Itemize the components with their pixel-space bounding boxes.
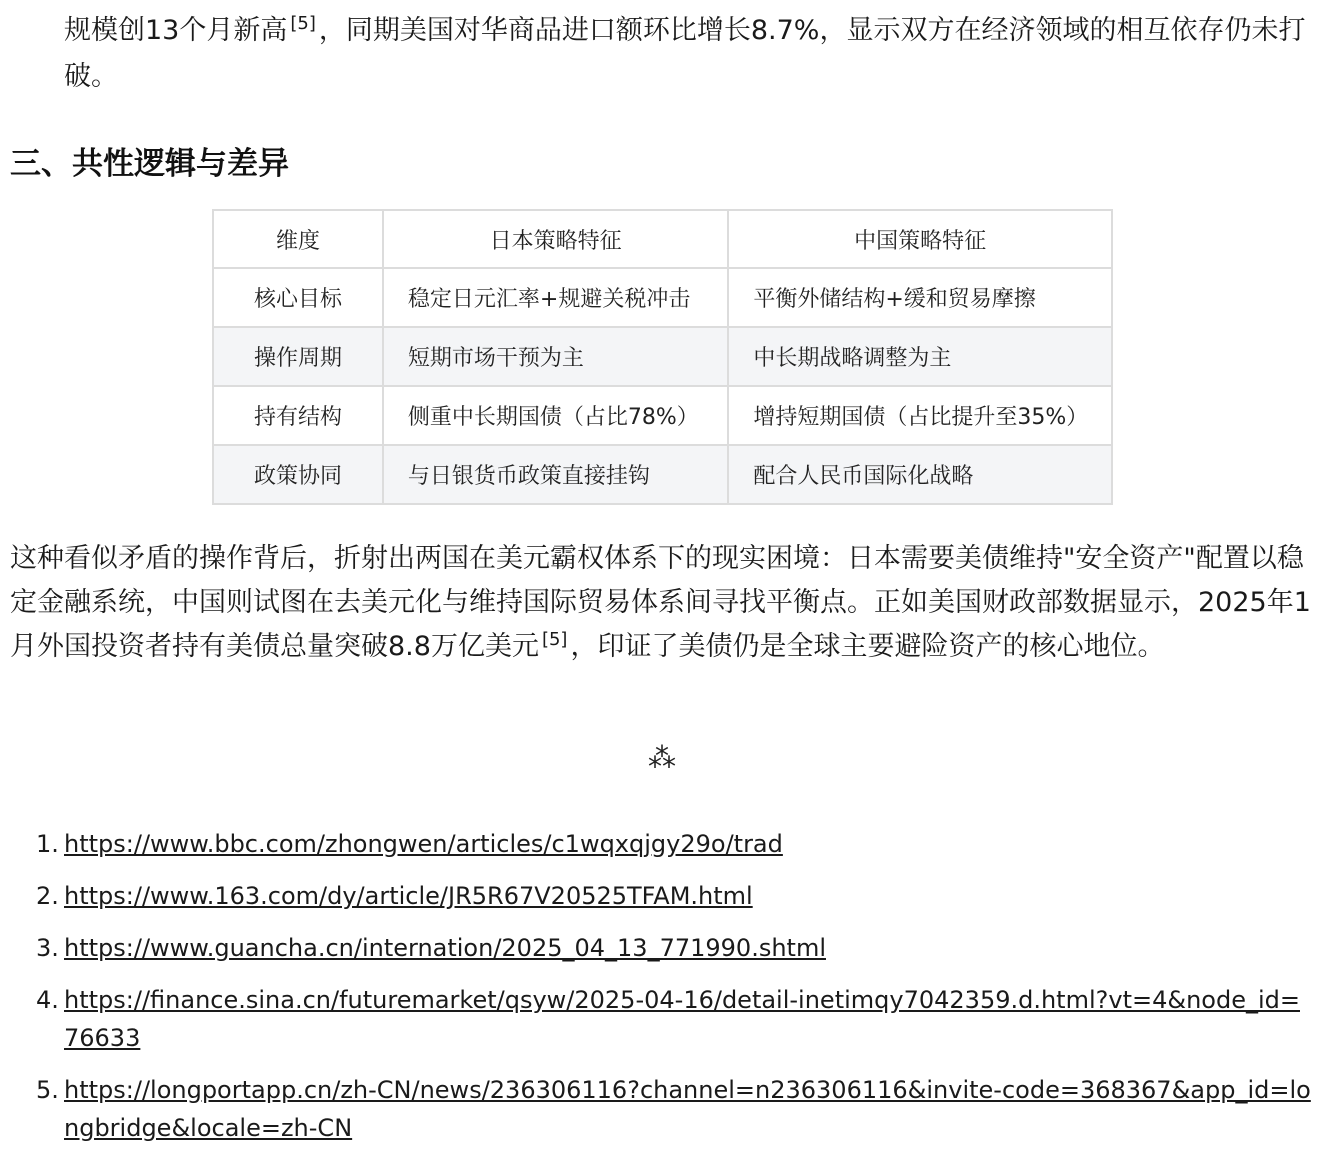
citation-ref[interactable]: [5] <box>541 629 568 650</box>
reference-item <box>36 929 1314 967</box>
row-dimension: 操作周期 <box>213 327 383 386</box>
row-japan-cell: 侧重中长期国债（占比78%） <box>383 386 728 445</box>
reference-link[interactable]: https://www.bbc.com/zhongwen/articles/c1wqxqjgy29o/trad <box>64 830 783 858</box>
row-japan-cell: 稳定日元汇率+规避关税冲击 <box>383 268 728 327</box>
asterism-divider: ⁂ <box>648 741 676 774</box>
analysis-text-after: ，印证了美债仍是全球主要避险资产的核心地位。 <box>570 631 1165 662</box>
reference-item <box>36 1071 1314 1147</box>
row-dimension: 核心目标 <box>213 268 383 327</box>
reference-link[interactable]: https://finance.sina.cn/futuremarket/qsyw/2025-04-16/detail-inetimqy7042359.d.html?vt=4&node_id=76633 <box>64 986 1300 1052</box>
comparison-table <box>212 209 1113 505</box>
reference-number: 2. <box>36 882 59 910</box>
reference-number: 5. <box>36 1076 59 1104</box>
row-china-cell: 配合人民币国际化战略 <box>728 445 1112 504</box>
reference-link[interactable]: https://longportapp.cn/zh-CN/news/236306116?channel=n236306116&invite-code=368367&app_id=longbridge&locale=zh-CN <box>64 1076 1311 1142</box>
row-china-cell: 中长期战略调整为主 <box>728 327 1112 386</box>
intro-paragraph <box>64 8 1314 100</box>
reference-item <box>36 877 1314 915</box>
table-header-row <box>213 210 1112 268</box>
table-row <box>213 268 1112 327</box>
row-china-cell: 平衡外储结构+缓和贸易摩擦 <box>728 268 1112 327</box>
intro-text-after: ，同期美国对华商品进口额环比增长8.7%，显示双方在经济领域的相互依存仍未打破。 <box>64 15 1306 92</box>
analysis-text-before: 这种看似矛盾的操作背后，折射出两国在美元霸权体系下的现实困境：日本需要美债维持"安全资产"配置以稳定金融系统，中国则试图在去美元化与维持国际贸易体系间寻找平衡点。正如美国财政部数据显示，2025年1月外国投资者持有美债总量突破8.8万亿美元 <box>10 543 1311 662</box>
row-dimension: 持有结构 <box>213 386 383 445</box>
reference-number: 4. <box>36 986 59 1014</box>
row-japan-cell: 短期市场干预为主 <box>383 327 728 386</box>
reference-item <box>36 825 1314 863</box>
header-dimension: 维度 <box>213 210 383 268</box>
reference-list <box>36 825 1314 1161</box>
reference-link[interactable]: https://www.guancha.cn/internation/2025_04_13_771990.shtml <box>64 934 826 962</box>
citation-ref[interactable]: [5] <box>290 13 316 34</box>
row-china-cell: 增持短期国债（占比提升至35%） <box>728 386 1112 445</box>
intro-text-before: 规模创13个月新高 <box>64 15 288 46</box>
table-row <box>213 327 1112 386</box>
reference-number: 1. <box>36 830 59 858</box>
row-japan-cell: 与日银货币政策直接挂钩 <box>383 445 728 504</box>
analysis-paragraph <box>10 537 1315 669</box>
header-china-strategy: 中国策略特征 <box>728 210 1112 268</box>
reference-number: 3. <box>36 934 59 962</box>
header-japan-strategy: 日本策略特征 <box>383 210 728 268</box>
reference-item <box>36 981 1314 1057</box>
section-heading: 三、共性逻辑与差异 <box>10 146 289 182</box>
table-row <box>213 386 1112 445</box>
table-row <box>213 445 1112 504</box>
row-dimension: 政策协同 <box>213 445 383 504</box>
reference-link[interactable]: https://www.163.com/dy/article/JR5R67V20525TFAM.html <box>64 882 753 910</box>
